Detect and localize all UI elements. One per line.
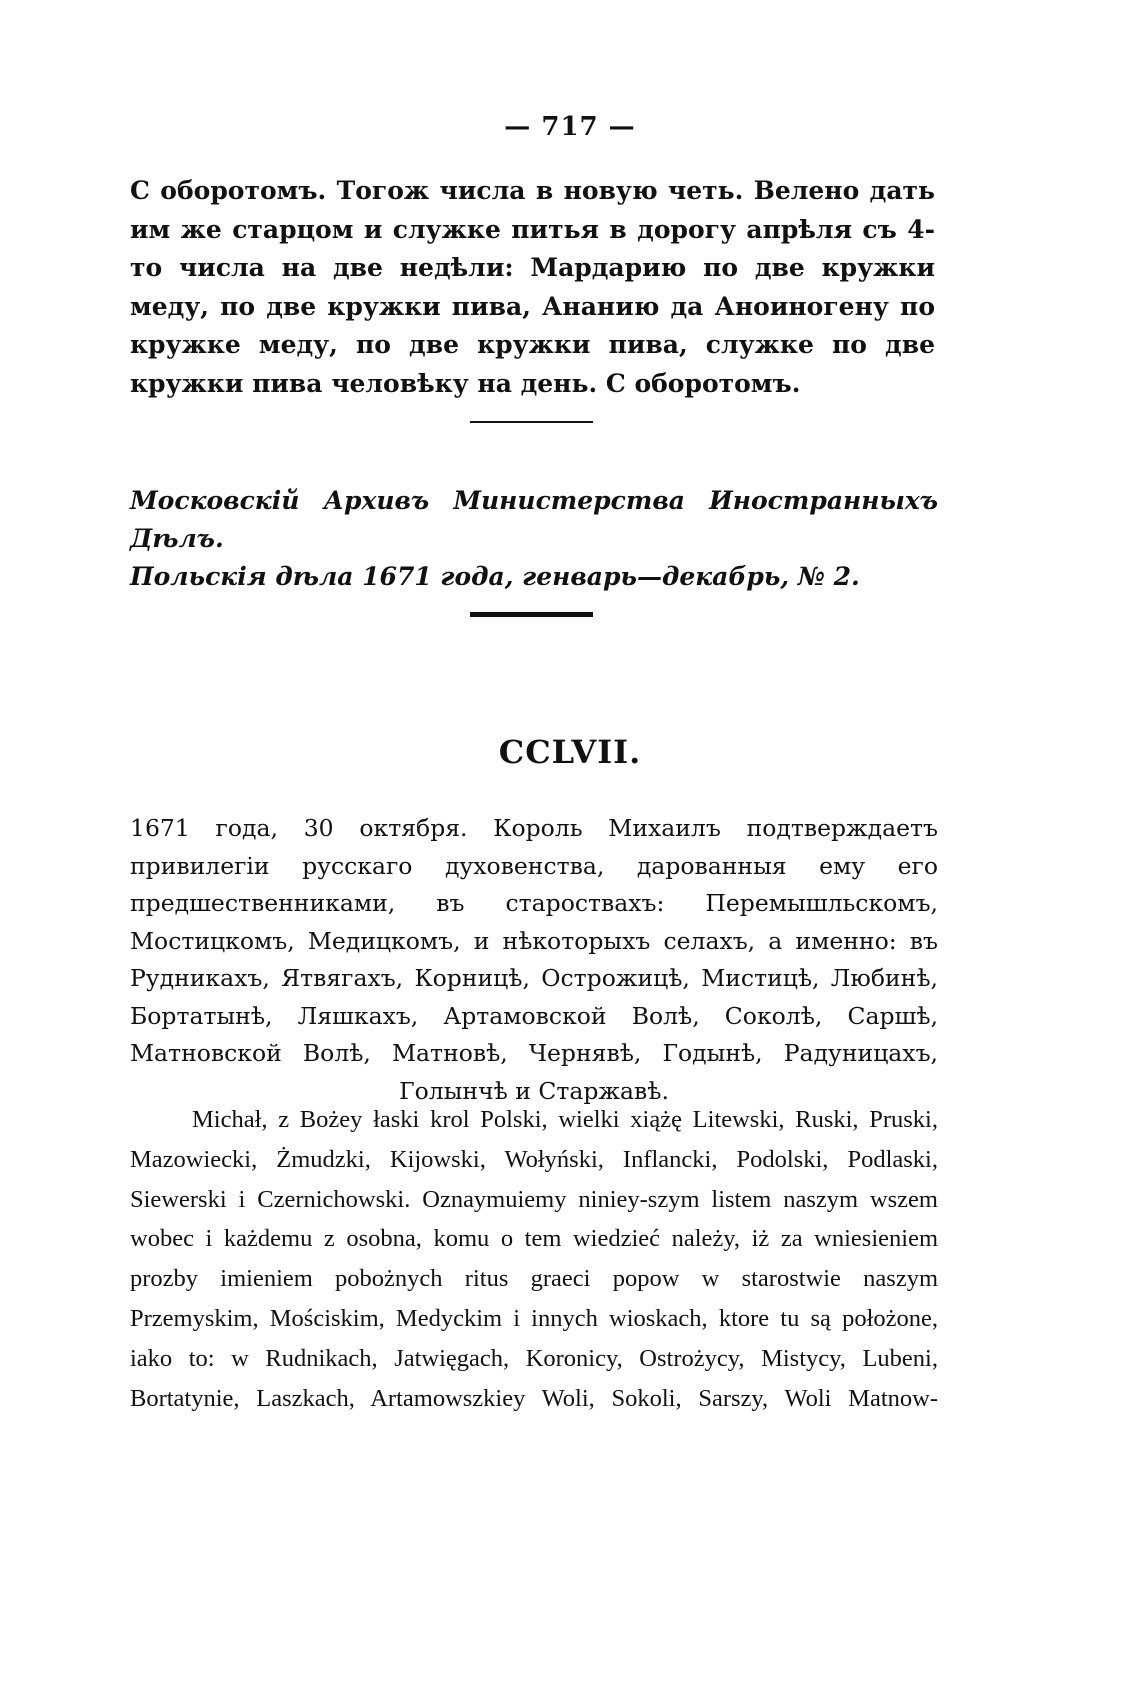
latin-document-text: Michał, z Bożey łaski krol Polski, wielki xiążę Litewski, Ruski, Pruski, Mazowiecki, Żmudzki, Kijowski, Wołyński, Inflancki, Podolski, Podlaski, Siewerski i Czernichowski. Oznaymuiemy niniey-szym listem naszym wszem wobec i każdemu z osobna, komu o tem wiedzieć należy, iż za wniesieniem prozby imieniem pobożnych ritus graeci popow w starostwie naszym Przemyskim, Mościskim, Medyckim i innych wioskach, ktore tu są położone, iako to: w Rudnikach, Jatwięgach, Koronicy, Ostrożycy, Mistycy, Lubeni, Bortatynie, Laszkach, Artamowszkiey Woli, Sokoli, Sarszy, Woli Matnow-	[130, 1106, 938, 1412]
document-summary: 1671 года, 30 октября. Король Михаилъ подтверждаетъ привилегіи русскаго духовенства, дарованныя ему его предшественниками, въ староствахъ: Перемышльскомъ, Мостицкомъ, Медицкомъ, и нѣкоторыхъ селахъ, а именно: въ Рудникахъ, Ятвягахъ, Корницѣ, Острожицѣ, Мистицѣ, Любинѣ, Бортатынѣ, Ляшкахъ, Артамовской Волѣ, Соколѣ, Саршѣ, Матновской Волѣ, Матновѣ, Чернявѣ, Годынѣ, Радуницахъ, Голынчѣ и Старжавѣ.	[130, 814, 938, 1105]
document-number: CCLVII.	[498, 733, 642, 771]
source-citation	[130, 482, 938, 596]
top-paragraph: С оборотомъ. Тогож числа в новую четь. Велено дать им же старцом и служке питья в дорогу апрѣля съ 4-то числа на две недѣли: Мардарию по две кружки меду, по две кружки пива, Ананию да Аноиногену по кружке меду, по две кружки пива, служке по две кружки пива человѣку на день. С оборотомъ.	[130, 176, 935, 398]
separator-thin	[470, 421, 593, 423]
source-line-1: Московскій Архивъ Министерства Иностранныхъ Дѣлъ.	[130, 486, 938, 553]
page-number: — 717 —	[504, 112, 636, 142]
source-line-2: Польскія дѣла 1671 года, генварь—декабрь, № 2.	[130, 562, 860, 591]
separator-thick	[470, 612, 593, 617]
